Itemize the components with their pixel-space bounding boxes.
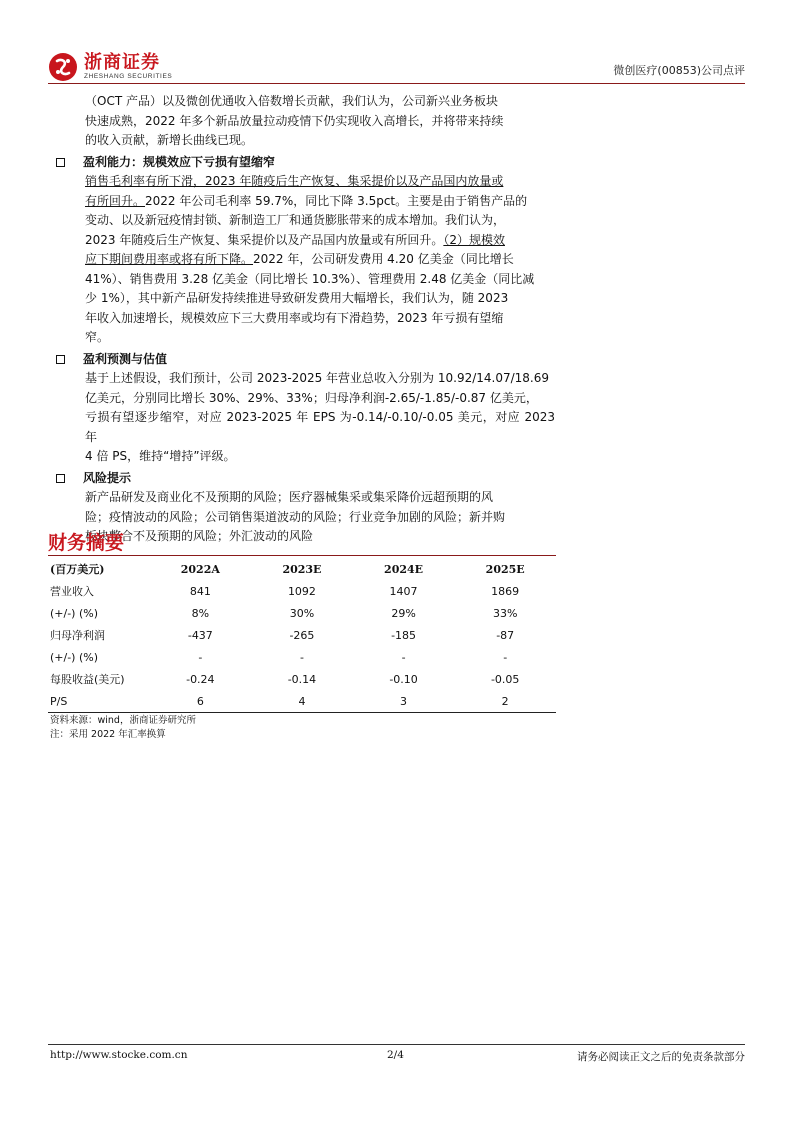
footer-url-link[interactable]: http://www.stocke.com.cn — [50, 1049, 188, 1061]
text-line: 变动、以及新冠疫情封锁、新制造工厂和通货膨胀带来的成本增加。我们认为， — [85, 213, 506, 227]
table-cell: -0.10 — [389, 672, 418, 686]
table-cell: - — [299, 650, 304, 664]
table-cell: 3 — [400, 694, 408, 708]
table-row — [48, 602, 556, 624]
text-line: 板块整合不及预期的风险；外汇波动的风险 — [85, 529, 314, 543]
financial-summary-table — [48, 558, 556, 712]
section-title: 风险提示 — [83, 470, 132, 485]
table-header-cell: 2025E — [485, 562, 525, 576]
forecast-paragraph — [50, 369, 555, 467]
table-cell: 8% — [191, 606, 210, 620]
table-header-cell: 2022A — [180, 562, 220, 576]
text-line: 窄。 — [85, 330, 110, 344]
table-header-cell: 2023E — [282, 562, 322, 576]
text-line: 快速成熟，2022 年多个新品放量拉动疫情下仍实现收入高增长，并将带来持续 — [85, 113, 504, 128]
exchange-rate-note: 注：采用 2022 年汇率换算 — [50, 729, 166, 740]
risk-paragraph — [50, 488, 555, 547]
text-line: 有所回升。2022 年公司毛利率 59.7%，同比下降 3.5pct。主要是由于销售产品的 — [85, 193, 528, 208]
table-cell: -265 — [289, 628, 315, 642]
page-number: 2/4 — [387, 1049, 404, 1061]
header-divider — [48, 83, 745, 84]
financial-summary-title: 财务摘要 — [48, 532, 125, 554]
table-cell: (+/-) (%) — [50, 606, 99, 620]
table-cell: 每股收益(美元) — [50, 673, 125, 686]
table-row — [48, 580, 556, 602]
table-cell: 29% — [391, 606, 416, 620]
section-title: 盈利预测与估值 — [83, 351, 168, 366]
text-line: 应下期间费用率或将有所下降。2022 年，公司研发费用 4.20 亿美金（同比增长 — [85, 252, 514, 266]
square-bullet-icon — [56, 474, 65, 483]
text-line: 4 倍 PS，维持“增持”评级。 — [85, 449, 236, 463]
table-row — [48, 668, 556, 690]
text-line: （OCT 产品）以及微创优通收入倍数增长贡献，我们认为，公司新兴业务板块 — [85, 94, 498, 108]
table-cell: 2 — [501, 694, 509, 708]
text-line: 亿美元，分别同比增长 30%、29%、33%；归母净利润-2.65/-1.85/-0.87 亿美元， — [85, 390, 538, 405]
section-heading-risk — [50, 469, 555, 489]
report-body — [50, 92, 555, 547]
table-cell: -0.14 — [287, 672, 317, 686]
table-cell: 1407 — [389, 584, 418, 598]
table-row — [48, 624, 556, 646]
table-cell: -185 — [391, 628, 417, 642]
footer-disclaimer: 请务必阅读正文之后的免责条款部分 — [577, 1051, 745, 1063]
text-line: 险；疫情波动的风险；公司销售渠道波动的风险；行业竞争加剧的风险；新并购 — [85, 509, 506, 524]
table-cell: (+/-) (%) — [50, 650, 99, 664]
table-header-cell: (百万美元) — [50, 563, 105, 576]
table-cell: - — [401, 650, 406, 664]
table-header-row — [48, 558, 556, 580]
table-cell: -0.05 — [490, 672, 520, 686]
text-line: 亏损有望逐步缩窄，对应 2023-2025 年 EPS 为-0.14/-0.10/-0.05 美元，对应 2023 年 — [85, 410, 555, 444]
report-tag: 微创医疗(00853)公司点评 — [613, 64, 745, 77]
section-title: 盈利能力：规模效应下亏损有望缩窄 — [83, 154, 276, 169]
emphasis-text: 应下期间费用率或将有所下降。 — [85, 252, 254, 266]
text-line: 的收入贡献，新增长曲线已现。 — [85, 133, 254, 147]
table-row — [48, 646, 556, 668]
table-cell: 归母净利润 — [50, 629, 105, 642]
brand-logo — [48, 50, 172, 84]
table-bottom-rule — [48, 712, 556, 713]
table-cell: 33% — [492, 606, 518, 620]
text-line: 年收入加速增长，规模效应下三大费用率或均有下滑趋势，2023 年亏损有望缩 — [85, 310, 504, 325]
table-cell: -0.24 — [186, 672, 215, 686]
square-bullet-icon — [56, 158, 65, 167]
profitability-paragraph — [50, 172, 555, 348]
table-cell: P/S — [50, 694, 68, 708]
table-cell: 1092 — [287, 584, 316, 598]
text-line: 新产品研发及商业化不及预期的风险；医疗器械集采或集采降价远超预期的风 — [85, 490, 494, 504]
text-line — [85, 172, 555, 192]
financial-title-divider — [48, 555, 556, 556]
brand-name-cn: 浙商证券 — [84, 52, 160, 73]
table-cell: -87 — [496, 628, 515, 642]
table-cell: -437 — [187, 628, 213, 642]
section-heading-profitability — [50, 153, 555, 173]
footer-divider — [48, 1044, 745, 1045]
brand-name-en: ZHESHANG SECURITIES — [84, 73, 173, 80]
table-cell: 4 — [298, 694, 306, 708]
table-notes — [50, 714, 196, 742]
zheshang-logo-icon — [48, 52, 78, 82]
text-line: 41%）、销售费用 3.28 亿美金（同比增长 10.3%）、管理费用 2.48 亿美金（同比减 — [85, 271, 535, 286]
emphasis-text: 销售毛利率有所下滑，2023 年随疫后生产恢复、集采提价以及产品国内放量或 — [85, 174, 504, 188]
intro-paragraph — [50, 92, 555, 151]
table-row — [48, 690, 556, 712]
section-heading-forecast — [50, 350, 555, 370]
emphasis-text: （2）规模效 — [443, 232, 505, 247]
table-cell: - — [503, 650, 508, 664]
table-cell: 1869 — [491, 584, 520, 598]
table-cell: 营业收入 — [50, 585, 94, 598]
table-cell: - — [198, 650, 203, 664]
square-bullet-icon — [56, 355, 65, 364]
text-line: 2023 年随疫后生产恢复、集采提价以及产品国内放量或有所回升。（2）规模效 — [85, 232, 505, 247]
table-cell: 6 — [196, 694, 204, 708]
text-line: 基于上述假设，我们预计，公司 2023-2025 年营业总收入分别为 10.92/14.07/18.69 — [85, 371, 550, 385]
table-cell: 841 — [189, 584, 211, 598]
source-note: 资料来源：wind，浙商证券研究所 — [50, 715, 196, 726]
text-line: 少 1%），其中新产品研发持续推进导致研发费用大幅增长，我们认为，随 2023 — [85, 291, 509, 305]
emphasis-text: 有所回升。 — [85, 193, 146, 208]
table-cell: 30% — [289, 606, 315, 620]
table-header-cell: 2024E — [384, 562, 424, 576]
